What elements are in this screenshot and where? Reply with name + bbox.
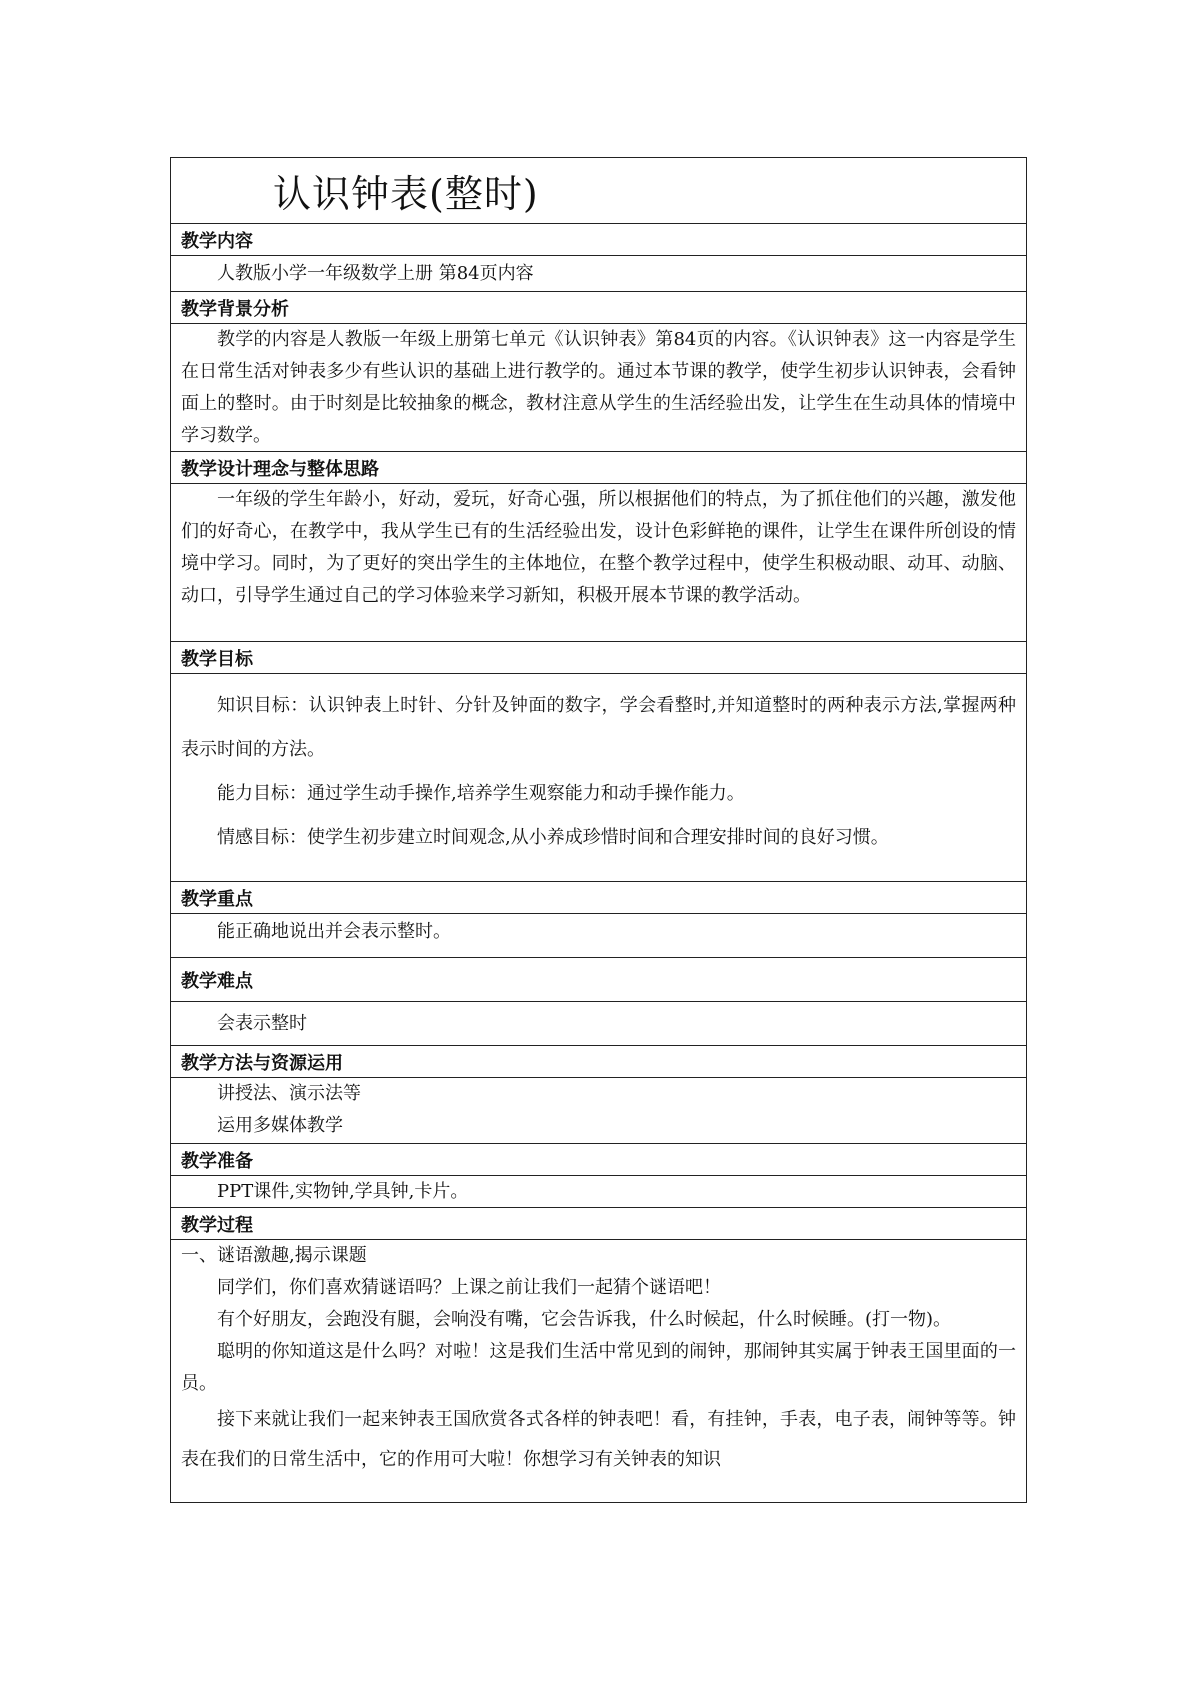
section-heading-design: 教学设计理念与整体思路 xyxy=(171,452,1026,484)
section-heading-preparation: 教学准备 xyxy=(171,1144,1026,1176)
section-body-methods xyxy=(171,1078,1026,1144)
process-paragraph-3: 聪明的你知道这是什么吗？对啦！这是我们生活中常见到的闹钟，那闹钟其实属于钟表王国里面的一员。 xyxy=(181,1341,1016,1394)
process-paragraph-1: 同学们，你们喜欢猜谜语吗？上课之前让我们一起猜个谜语吧！ xyxy=(217,1277,721,1298)
section-body-process xyxy=(171,1240,1026,1502)
section-heading-key-point: 教学重点 xyxy=(171,882,1026,914)
section-body-goals xyxy=(171,674,1026,882)
methods-line-2: 运用多媒体教学 xyxy=(217,1115,343,1136)
lesson-plan-table xyxy=(170,157,1027,1503)
section-heading-content: 教学内容 xyxy=(171,224,1026,256)
process-paragraph-2: 有个好朋友，会跑没有腿，会响没有嘴，它会告诉我，什么时候起，什么时候睡。(打一物)。 xyxy=(217,1309,952,1330)
section-body-preparation xyxy=(171,1176,1026,1208)
section-body-key-point xyxy=(171,914,1026,958)
section-body-design xyxy=(171,484,1026,642)
content-text: 人教版小学一年级数学上册 第84页内容 xyxy=(217,263,534,284)
section-body-background xyxy=(171,324,1026,452)
process-paragraph-4: 接下来就让我们一起来钟表王国欣赏各式各样的钟表吧！看，有挂钟，手表，电子表，闹钟等等。钟表在我们的日常生活中，它的作用可大啦！你想学习有关钟表的知识 xyxy=(181,1409,1016,1470)
section-heading-difficulty: 教学难点 xyxy=(171,958,1026,1002)
difficulty-text: 会表示整时 xyxy=(217,1013,307,1034)
goal-emotion: 情感目标：使学生初步建立时间观念,从小养成珍惜时间和合理安排时间的良好习惯。 xyxy=(217,827,889,848)
methods-line-1: 讲授法、演示法等 xyxy=(217,1083,361,1104)
section-heading-process: 教学过程 xyxy=(171,1208,1026,1240)
design-text: 一年级的学生年龄小，好动，爱玩，好奇心强，所以根据他们的特点，为了抓住他们的兴趣，激发他们的好奇心，在教学中，我从学生已有的生活经验出发，设计色彩鲜艳的课件，让学生在课件所创设的情境中学习。同时，为了更好的突出学生的主体地位，在整个教学过程中，使学生积极动眼、动耳、动脑、动口，引导学生通过自己的学习体验来学习新知，积极开展本节课的教学活动。 xyxy=(181,489,1016,606)
section-heading-background: 教学背景分析 xyxy=(171,292,1026,324)
section-body-content xyxy=(171,256,1026,292)
key-point-text: 能正确地说出并会表示整时。 xyxy=(217,921,451,942)
goal-ability: 能力目标：通过学生动手操作,培养学生观察能力和动手操作能力。 xyxy=(217,783,745,804)
background-text: 教学的内容是人教版一年级上册第七单元《认识钟表》第84页的内容。《认识钟表》这一内容是学生在日常生活对钟表多少有些认识的基础上进行教学的。通过本节课的教学，使学生初步认识钟表，会看钟面上的整时。由于时刻是比较抽象的概念，教材注意从学生的生活经验出发，让学生在生动具体的情境中学习数学。 xyxy=(181,329,1016,446)
goal-knowledge: 知识目标：认识钟表上时针、分针及钟面的数字，学会看整时,并知道整时的两种表示方法,掌握两种表示时间的方法。 xyxy=(181,695,1016,760)
section-body-difficulty xyxy=(171,1002,1026,1046)
process-step-title: 一、谜语激趣,揭示课题 xyxy=(181,1245,367,1266)
section-heading-methods: 教学方法与资源运用 xyxy=(171,1046,1026,1078)
preparation-text: PPT课件,实物钟,学具钟,卡片。 xyxy=(217,1181,469,1202)
page-title: 认识钟表(整时) xyxy=(273,172,539,216)
section-heading-goals: 教学目标 xyxy=(171,642,1026,674)
title-row xyxy=(171,158,1026,224)
